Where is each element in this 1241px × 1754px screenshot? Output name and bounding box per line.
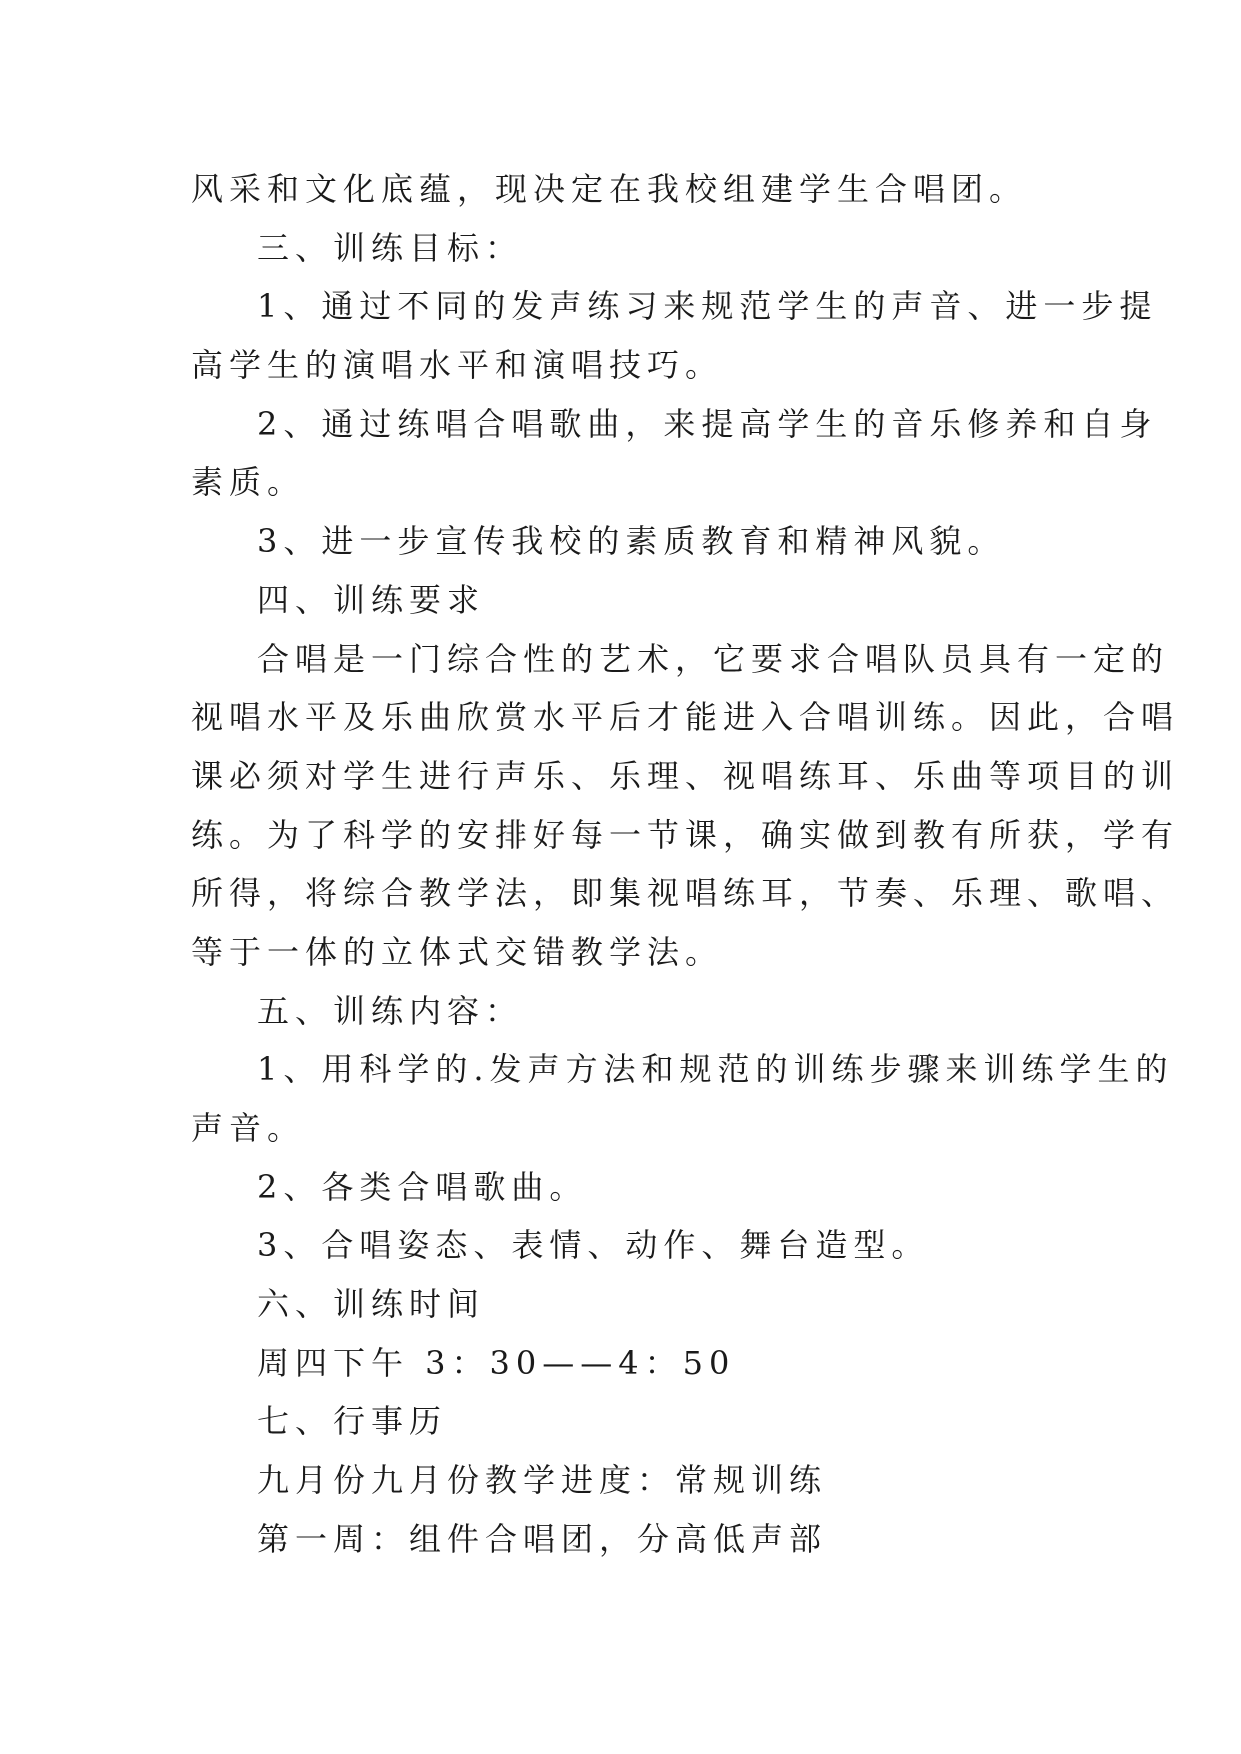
text-line: 2、各类合唱歌曲。	[257, 1167, 588, 1206]
text-line: 课必须对学生进行声乐、乐理、视唱练耳、乐曲等项目的训	[191, 756, 1180, 795]
text-line: 练。为了科学的安排好每一节课，确实做到教有所获，学有	[191, 815, 1180, 854]
text-line: 周四下午 3：30——4：50	[257, 1343, 736, 1382]
text-line: 五、训练内容：	[257, 991, 524, 1030]
text-line: 七、行事历	[257, 1402, 448, 1441]
document-body	[191, 160, 1180, 1569]
text-line: 合唱是一门综合性的艺术，它要求合唱队员具有一定的	[257, 639, 1170, 678]
text-line: 所得，将综合教学法，即集视唱练耳，节奏、乐理、歌唱、	[191, 874, 1180, 913]
text-line: 三、训练目标：	[257, 228, 524, 267]
text-line: 素质。	[191, 463, 306, 502]
text-line: 等于一体的立体式交错教学法。	[191, 932, 724, 971]
text-line: 1、通过不同的发声练习来规范学生的声音、进一步提	[257, 287, 1158, 326]
text-line: 六、训练时间	[257, 1285, 486, 1324]
text-line: 3、进一步宣传我校的素质教育和精神风貌。	[257, 522, 1006, 561]
text-line: 四、训练要求	[257, 580, 486, 619]
text-line: 风采和文化底蕴，现决定在我校组建学生合唱团。	[191, 170, 1028, 208]
text-line: 九月份九月份教学进度：常规训练	[257, 1461, 828, 1500]
text-line: 声音。	[191, 1109, 306, 1147]
text-line: 第一周：组件合唱团，分高低声部	[257, 1519, 828, 1558]
text-line: 1、用科学的.发声方法和规范的训练步骤来训练学生的	[257, 1050, 1174, 1089]
text-line: 3、合唱姿态、表情、动作、舞台造型。	[257, 1226, 930, 1265]
text-line: 高学生的演唱水平和演唱技巧。	[191, 346, 724, 385]
text-line: 2、通过练唱合唱歌曲，来提高学生的音乐修养和自身	[257, 404, 1158, 443]
text-line: 视唱水平及乐曲欣赏水平后才能进入合唱训练。因此，合唱	[191, 698, 1180, 737]
